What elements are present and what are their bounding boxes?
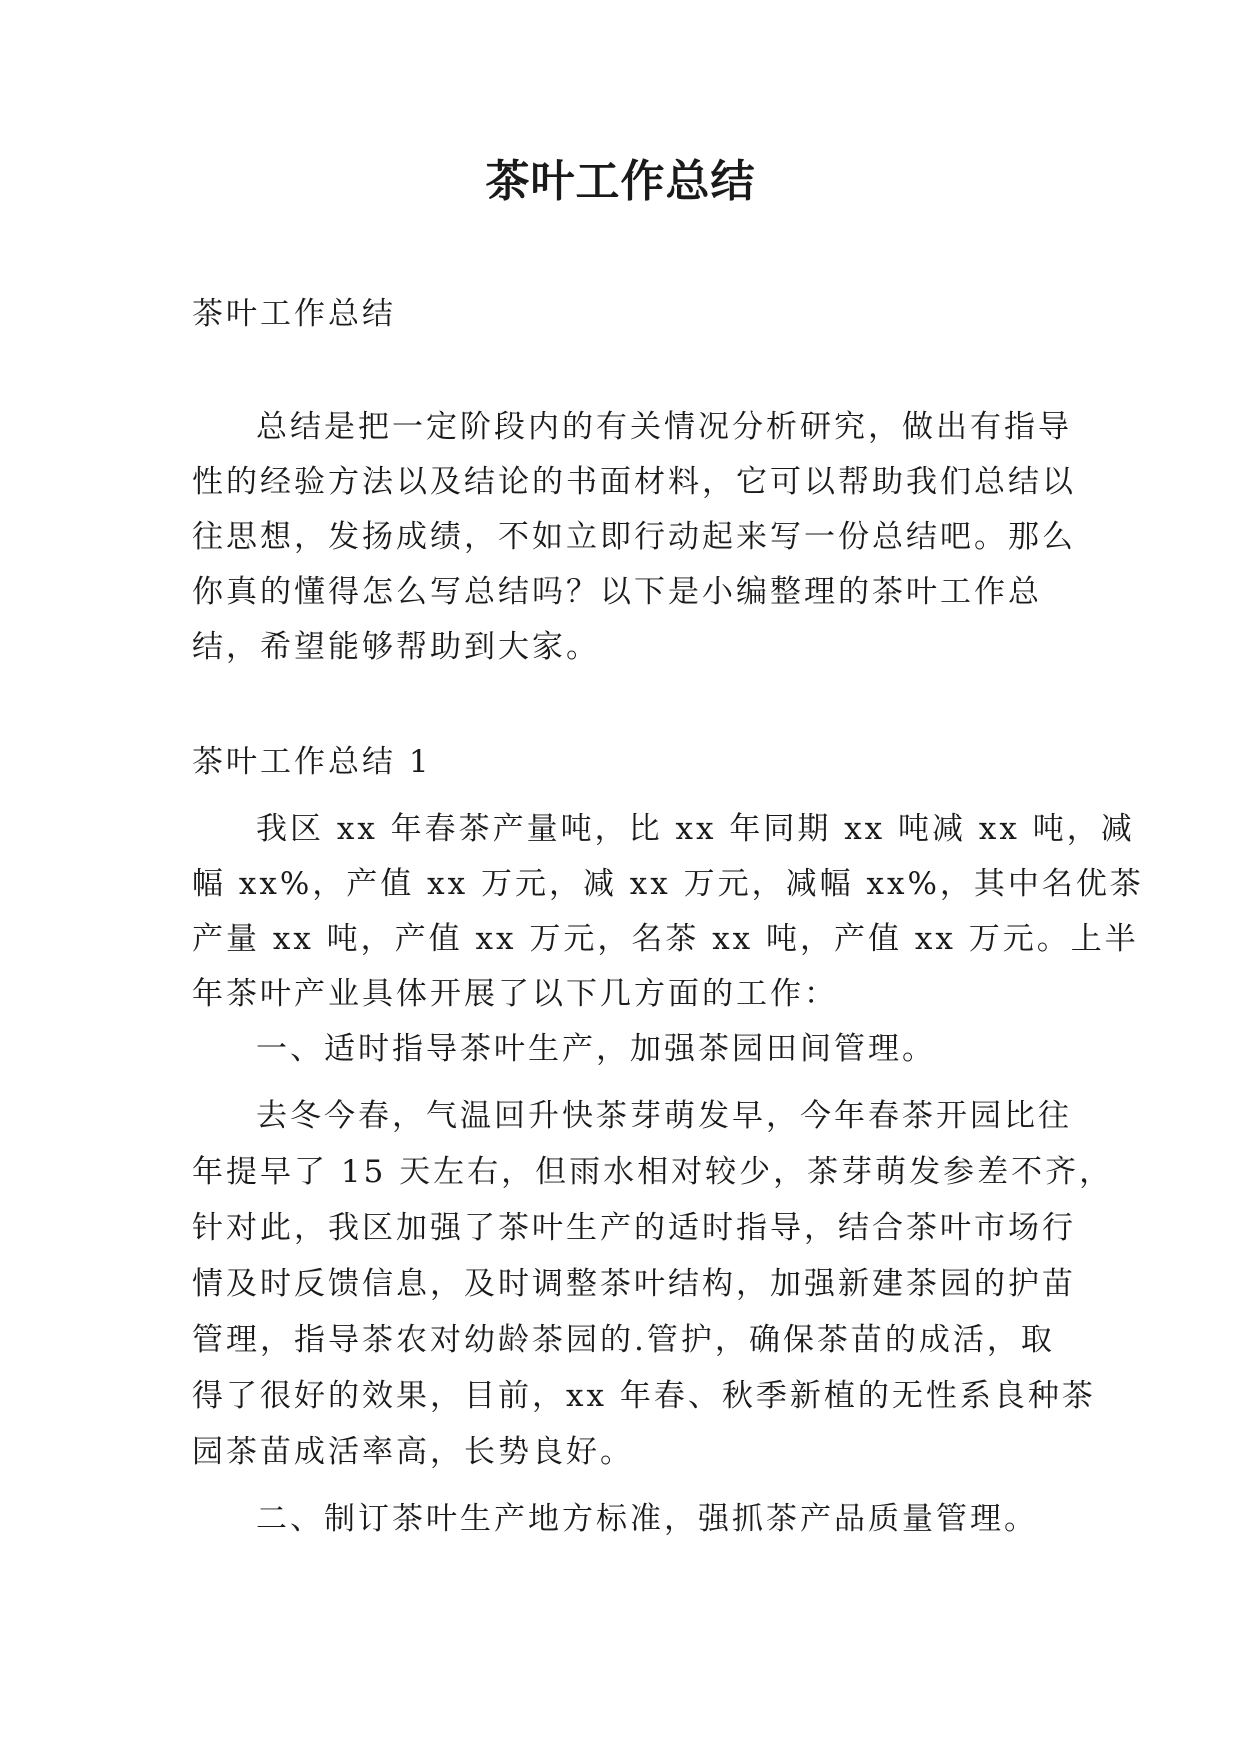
item-heading: 二、制订茶叶生产地方标准，强抓茶产品质量管理。 [256, 1501, 1038, 1537]
intro-line: 你真的懂得怎么写总结吗？以下是小编整理的茶叶工作总 [192, 574, 1042, 610]
paragraph-line: 幅 xx%，产值 xx 万元，减 xx 万元，减幅 xx%，其中名优茶 [192, 866, 1144, 902]
paragraph-line: 年茶叶产业具体开展了以下几方面的工作： [192, 976, 838, 1012]
paragraph-line: 得了很好的效果，目前，xx 年春、秋季新植的无性系良种茶 [192, 1378, 1096, 1414]
section-heading: 茶叶工作总结 1 [192, 744, 432, 780]
paragraph-line: 产量 xx 吨，产值 xx 万元，名茶 xx 吨，产值 xx 万元。上半 [192, 921, 1139, 957]
paragraph-line: 年提早了 15 天左右，但雨水相对较少，茶芽萌发参差不齐， [192, 1154, 1114, 1190]
paragraph-line: 园茶苗成活率高，长势良好。 [192, 1434, 634, 1470]
paragraph-line: 针对此，我区加强了茶叶生产的适时指导，结合茶叶市场行 [192, 1210, 1076, 1246]
paragraph-line: 去冬今春，气温回升快茶芽萌发早，今年春茶开园比往 [256, 1098, 1072, 1134]
document-title: 茶叶工作总结 [485, 156, 756, 207]
intro-line: 往思想，发扬成绩，不如立即行动起来写一份总结吧。那么 [192, 519, 1076, 555]
paragraph-line: 我区 xx 年春茶产量吨，比 xx 年同期 xx 吨减 xx 吨，减 [256, 811, 1135, 847]
paragraph-line: 管理，指导茶农对幼龄茶园的.管护，确保茶苗的成活，取 [192, 1322, 1055, 1358]
intro-line: 总结是把一定阶段内的有关情况分析研究，做出有指导 [256, 409, 1072, 445]
intro-line: 性的经验方法以及结论的书面材料，它可以帮助我们总结以 [192, 464, 1076, 500]
item-heading: 一、适时指导茶叶生产，加强茶园田间管理。 [256, 1031, 936, 1067]
intro-line: 结，希望能够帮助到大家。 [192, 629, 600, 665]
paragraph-line: 情及时反馈信息，及时调整茶叶结构，加强新建茶园的护苗 [192, 1266, 1076, 1302]
document-subtitle: 茶叶工作总结 [192, 296, 396, 332]
